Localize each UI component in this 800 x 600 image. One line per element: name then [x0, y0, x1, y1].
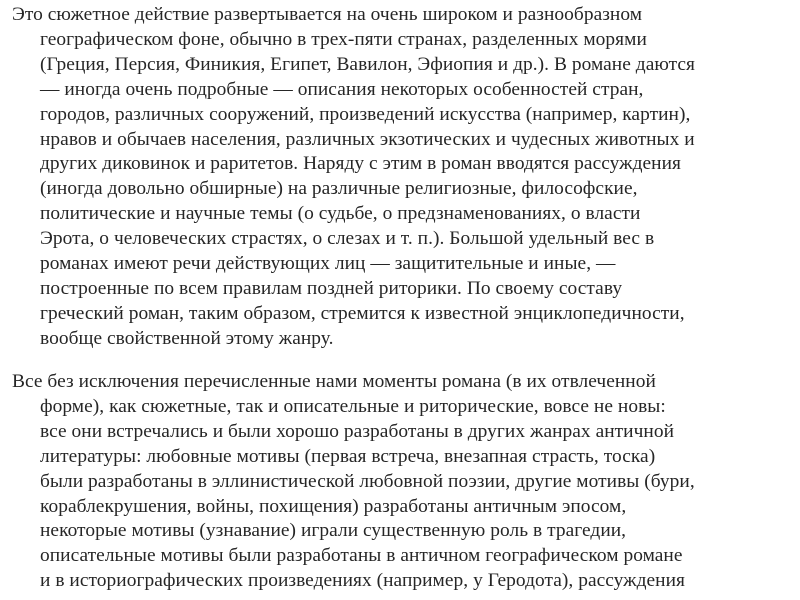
text-line: Это сюжетное действие развертывается на очень широком и разнообразном — [12, 4, 643, 25]
text-line: географическом фоне, обычно в трех-пяти странах, разделенных морями — [40, 28, 647, 50]
text-line: построенные по всем правилам поздней риторики. По своему составу — [40, 277, 623, 299]
text-line: описательные мотивы были разработаны в античном географическом романе — [40, 545, 683, 567]
text-line: политические и научные темы (о судьбе, о предзнаменованиях, о власти — [40, 203, 641, 225]
text-line: (иногда довольно обширные) на различные религиозные, философские, — [40, 178, 638, 200]
text-line: греческий роман, таким образом, стремится к известной энциклопедичности, — [40, 302, 685, 324]
text-line: Эрота, о человеческих страстях, о слезах и т. п.). Большой удельный вес в — [40, 228, 655, 250]
text-line: (Греция, Персия, Финикия, Египет, Вавилон, Эфиопия и др.). В романе даются — [40, 53, 696, 75]
text-line: некоторые мотивы (узнавание) играли существенную роль в трагедии, — [40, 520, 627, 542]
text-line: вообще свойственной этому жанру. — [40, 327, 334, 349]
text-line: кораблекрушения, войны, похищения) разработаны античным эпосом, — [40, 495, 627, 517]
text-line: литературы: любовные мотивы (первая встреча, внезапная страсть, тоска) — [40, 445, 656, 467]
text-line: городов, различных сооружений, произведений искусства (например, картин), — [40, 103, 691, 125]
paragraph-1 — [12, 3, 788, 352]
text-line: — иногда очень подробные — описания некоторых особенностей стран, — [40, 78, 644, 100]
text-line: и в историографических произведениях (например, у Геродота), рассуждения — [40, 570, 685, 592]
text-line: других диковинок и раритетов. Наряду с этим в роман вводятся рассуждения — [40, 153, 681, 175]
text-line: были разработаны в эллинистической любовной поэзии, другие мотивы (бури, — [40, 470, 695, 492]
text-line: нравов и обычаев населения, различных экзотических и чудесных животных и — [40, 128, 695, 150]
text-line: Все без исключения перечисленные нами моменты романа (в их отвлеченной — [12, 371, 656, 392]
text-line: форме), как сюжетные, так и описательные и риторические, вовсе не новы: — [40, 395, 666, 417]
text-line: все они встречались и были хорошо разработаны в других жанрах античной — [40, 420, 675, 442]
text-line: романах имеют речи действующих лиц — защитительные и иные, — — [40, 253, 616, 275]
paragraph-2 — [12, 370, 788, 594]
